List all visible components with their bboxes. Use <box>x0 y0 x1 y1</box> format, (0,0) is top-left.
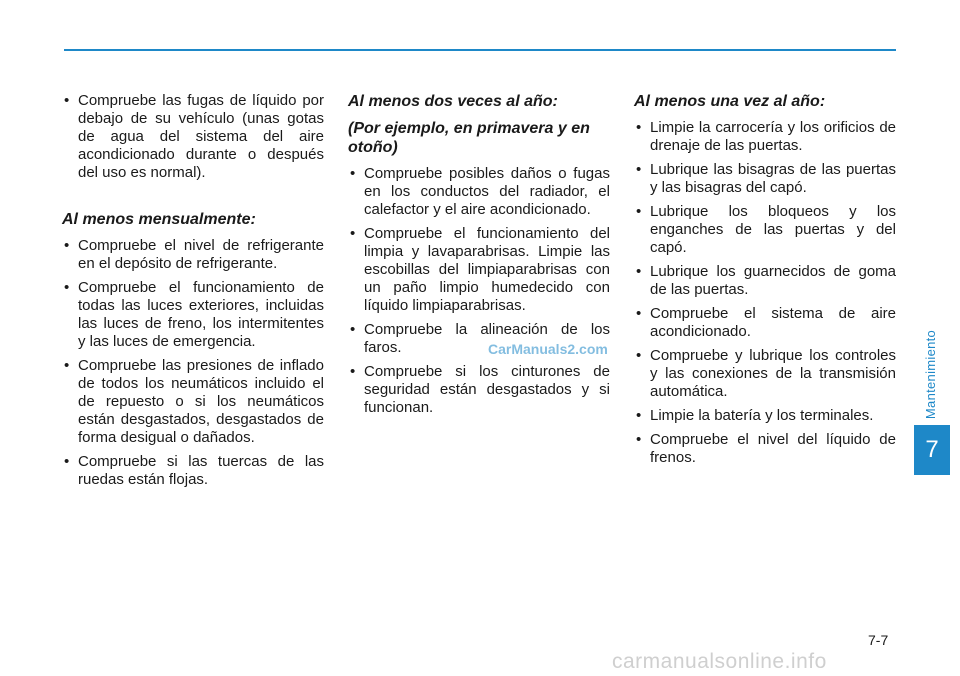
list-item: • Lubrique las bisagras de las puertas y las bisagras del capó. <box>634 161 896 197</box>
watermark-overlay: CarManuals2.com <box>488 341 608 357</box>
section-heading-yearly: Al menos una vez al año: <box>634 93 826 110</box>
list-item: • Limpie la carrocería y los orificios de drenaje de las puertas. <box>634 119 896 155</box>
list-item: • Compruebe si las tuercas de las ruedas están flojas. <box>62 453 324 489</box>
list-item: • Compruebe la alineación de los faros. <box>348 321 610 357</box>
column-1 <box>62 92 324 495</box>
section-heading-monthly: Al menos mensualmente: <box>62 211 256 228</box>
chapter-tab <box>914 425 950 475</box>
list-item: • Compruebe las presiones de inflado de todos los neumáticos incluido el de repuesto o si los neumáticos están desgastados, desgastados de forma desigual o dañados. <box>62 357 324 447</box>
column-2 <box>348 92 610 423</box>
list-item: • Compruebe el nivel del líquido de frenos. <box>634 431 896 467</box>
column-3 <box>634 92 896 473</box>
list-item: • Compruebe el sistema de aire acondicionado. <box>634 305 896 341</box>
list-item: • Compruebe posibles daños o fugas en los conductos del radiador, el calefactor y el aire acondicionado. <box>348 165 610 219</box>
list-item: • Compruebe el funcionamiento del limpia y lavaparabrisas. Limpie las escobillas del limpiaparabrisas con un paño limpio humedecido con líquido limpiaparabrisas. <box>348 225 610 315</box>
list-item: • Compruebe y lubrique los controles y las conexiones de la transmisión automática. <box>634 347 896 401</box>
chapter-title: Mantenimiento <box>923 329 939 419</box>
list-item: • Compruebe el funcionamiento de todas las luces exteriores, incluidas las luces de freno, los intermitentes y las luces de emergencia. <box>62 279 324 351</box>
bullet-list-b <box>62 237 324 489</box>
section-subheading-example: (Por ejemplo, en primavera y en otoño) <box>348 120 590 156</box>
chapter-side-label <box>921 326 941 422</box>
list-item: • Lubrique los guarnecidos de goma de las puertas. <box>634 263 896 299</box>
section-heading-twice-yearly: Al menos dos veces al año: <box>348 93 558 110</box>
list-item: • Lubrique los bloqueos y los enganches de las puertas y del capó. <box>634 203 896 257</box>
bullet-list <box>348 165 610 417</box>
footer-watermark: carmanualsonline.info <box>612 650 827 673</box>
list-item: • Limpie la batería y los terminales. <box>634 407 896 425</box>
list-item: • Compruebe si los cinturones de seguridad están desgastados y si funcionan. <box>348 363 610 417</box>
chapter-number: 7 <box>925 436 939 463</box>
bullet-list-a <box>62 92 324 182</box>
top-divider <box>64 49 896 51</box>
bullet-list <box>634 119 896 467</box>
list-item: • Compruebe las fugas de líquido por debajo de su vehículo (unas gotas de agua del sistema del aire acondicionado durante o después del uso es normal). <box>62 92 324 182</box>
list-item: • Compruebe el nivel de refrigerante en el depósito de refrigerante. <box>62 237 324 273</box>
page-number: 7-7 <box>868 632 889 648</box>
